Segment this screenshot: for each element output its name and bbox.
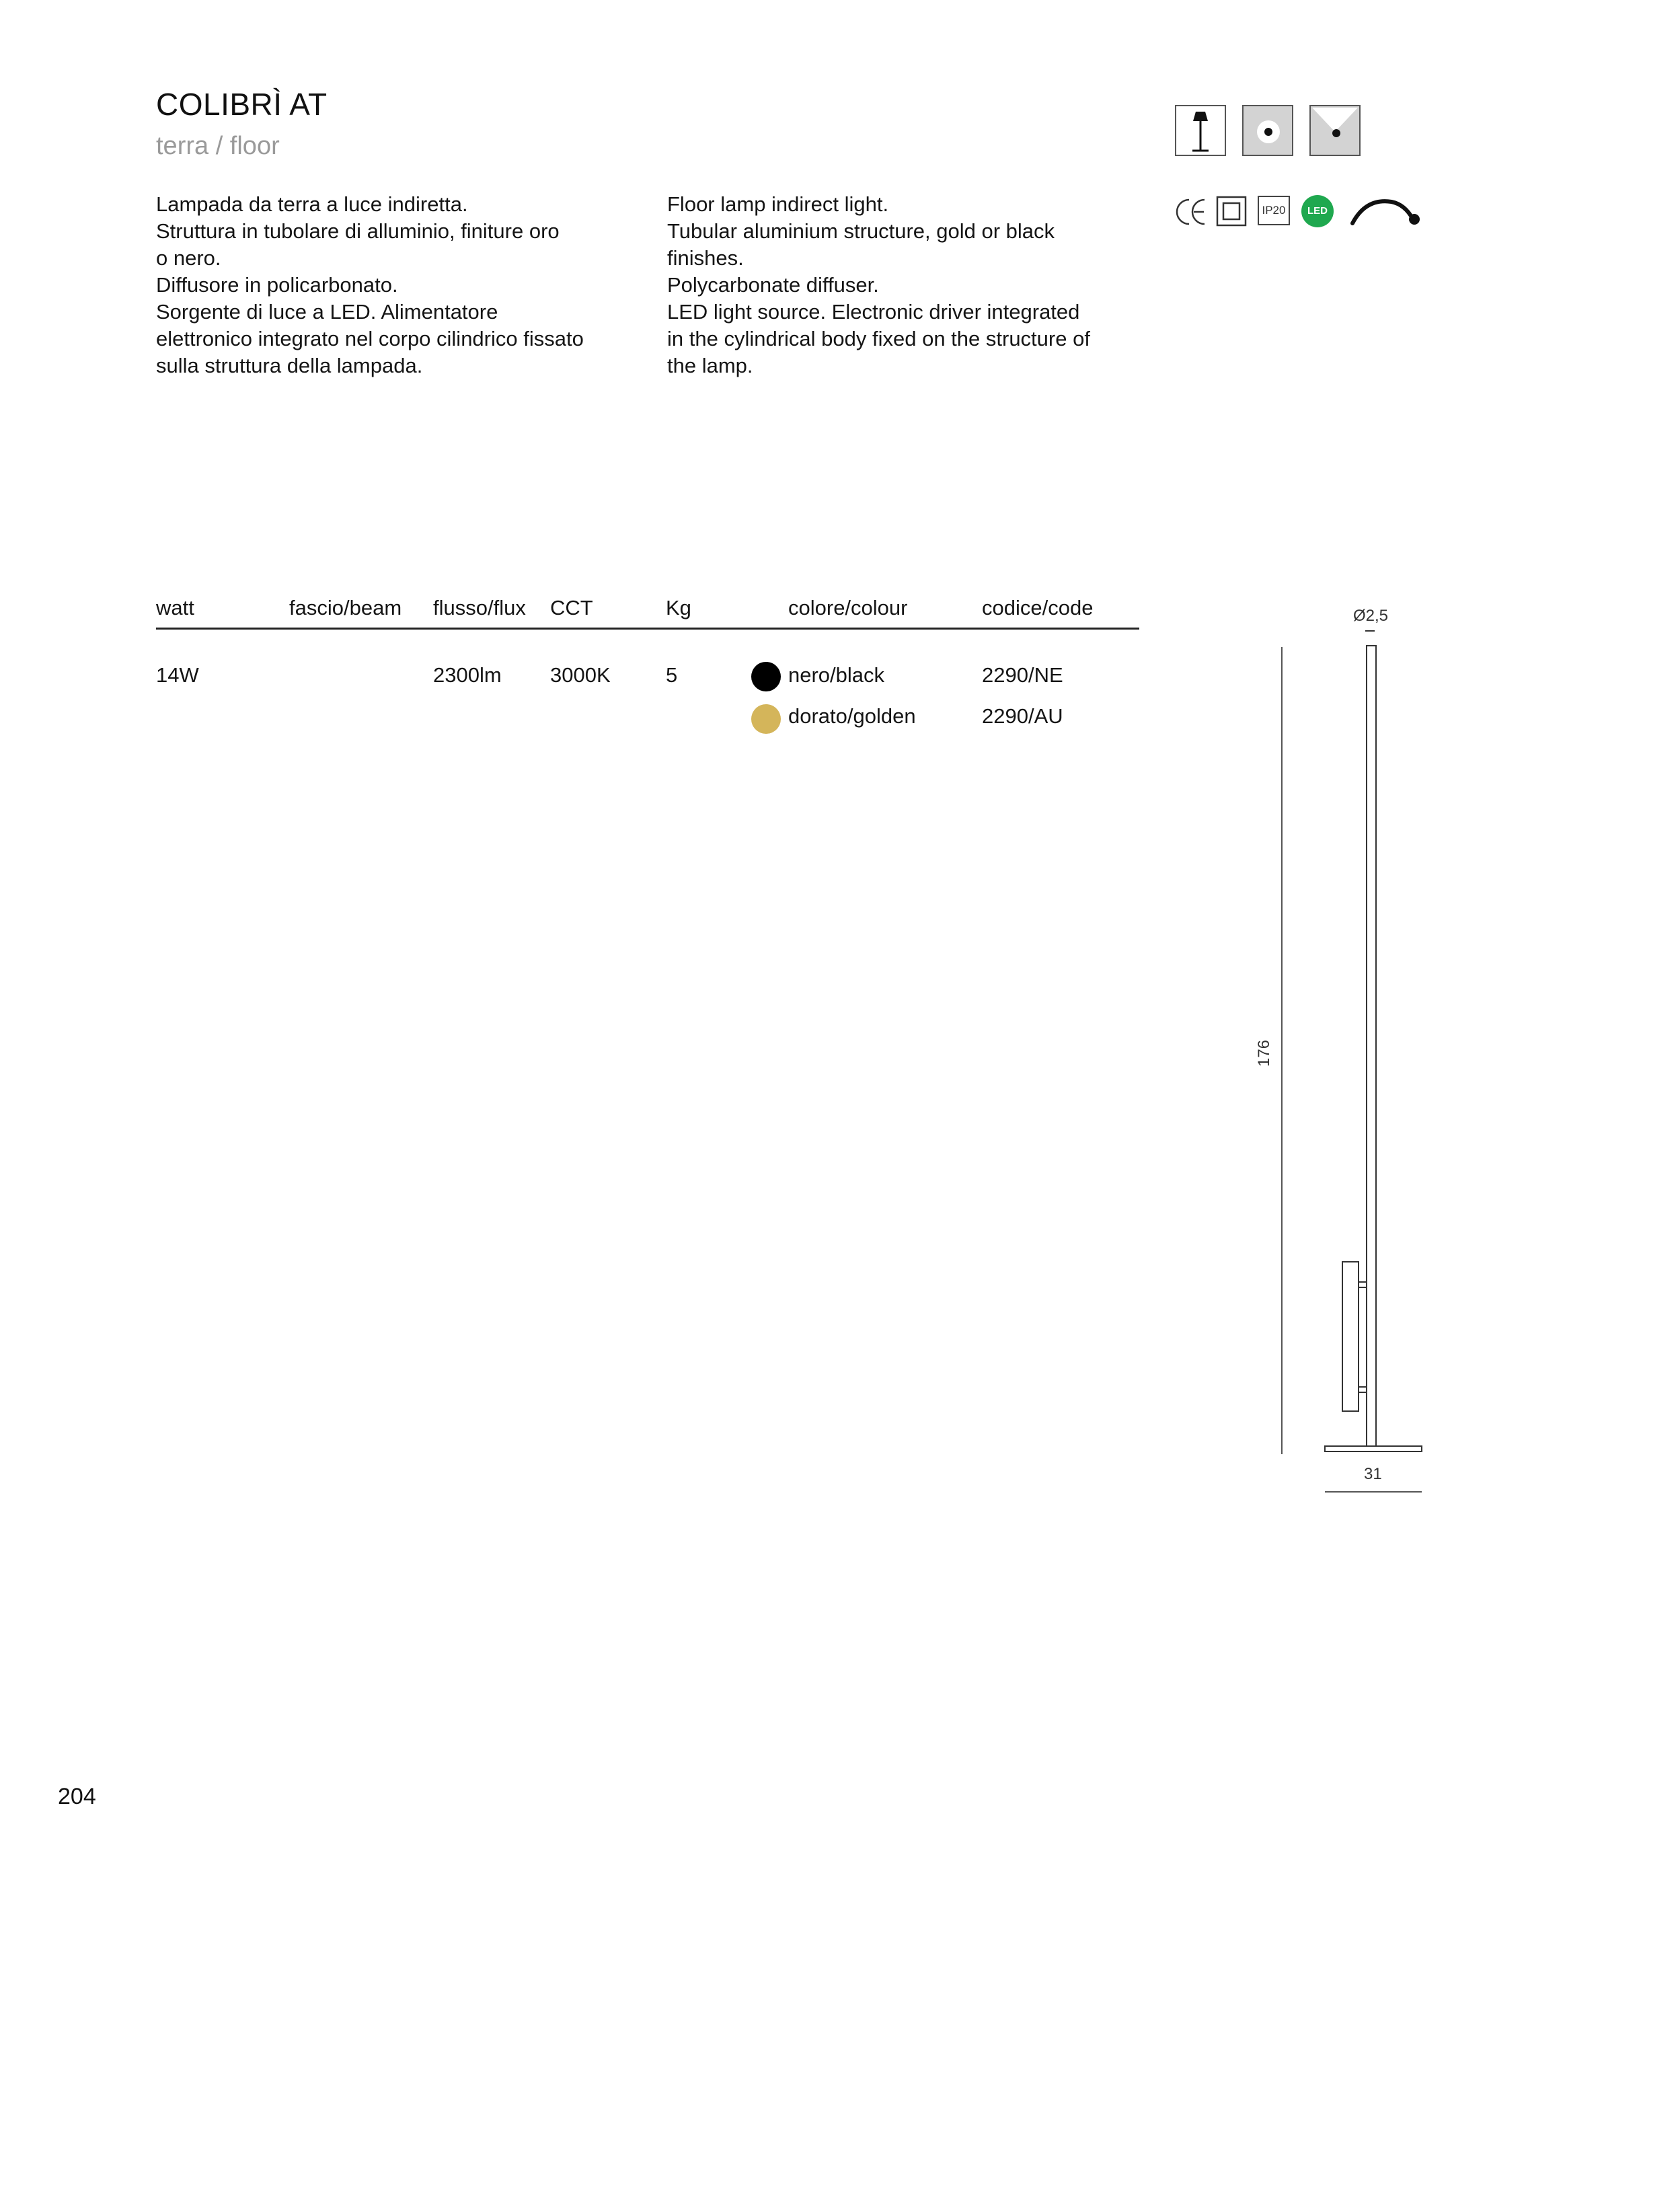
colour-swatch-golden — [751, 704, 781, 734]
colour-swatch-black — [751, 662, 781, 691]
ceiling-spot-icon — [1242, 105, 1293, 156]
description-line: LED light source. Electronic driver integrated — [667, 300, 1080, 324]
cell-cct: 3000K — [550, 663, 611, 687]
description-line: Struttura in tubolare di alluminio, finiture oro — [156, 219, 560, 243]
cell-flux: 2300lm — [433, 663, 502, 687]
ce-mark-icon — [1174, 195, 1207, 232]
description-line: finishes. — [667, 246, 744, 270]
header-beam: fascio/beam — [289, 596, 402, 619]
cell-code: 2290/AU — [982, 704, 1063, 728]
cell-watt: 14W — [156, 663, 199, 687]
description-line: Sorgente di luce a LED. Alimentatore — [156, 300, 498, 324]
class-ii-icon — [1216, 196, 1247, 230]
table-header-rule — [156, 628, 1139, 630]
product-category: terra / floor — [156, 132, 280, 160]
description-line: sulla struttura della lampada. — [156, 354, 423, 377]
base-width-label: 31 — [1364, 1465, 1382, 1483]
description-line: Polycarbonate diffuser. — [667, 273, 879, 297]
header-code: codice/code — [982, 596, 1094, 619]
cell-colour: dorato/golden — [788, 704, 916, 728]
description-line: Lampada da terra a luce indiretta. — [156, 192, 468, 216]
description-line: Floor lamp indirect light. — [667, 192, 889, 216]
description-line: elettronico integrato nel corpo cilindrico fissato — [156, 327, 584, 350]
header-cct: CCT — [550, 596, 593, 619]
product-title: COLIBRÌ AT — [156, 87, 328, 122]
header-colour: colore/colour — [788, 596, 908, 619]
cell-code: 2290/NE — [982, 663, 1063, 687]
description-line: Tubular aluminium structure, gold or black — [667, 219, 1055, 243]
height-label: 176 — [1255, 1039, 1274, 1067]
description-line: the lamp. — [667, 354, 753, 377]
description-english — [667, 191, 1151, 379]
cell-kg: 5 — [666, 663, 678, 687]
ip-rating-icon: IP20 — [1258, 196, 1290, 225]
description-line: Diffusore in policarbonato. — [156, 273, 398, 297]
description-line: in the cylindrical body fixed on the structure of — [667, 327, 1090, 350]
diameter-label: Ø2,5 — [1353, 607, 1389, 625]
dimmable-arc-icon — [1348, 191, 1422, 235]
wall-spot-icon — [1309, 105, 1361, 156]
header-kg: Kg — [666, 596, 691, 619]
header-flux: flusso/flux — [433, 596, 526, 619]
description-italian — [156, 191, 640, 379]
cell-colour: nero/black — [788, 663, 885, 687]
page-number: 204 — [58, 1784, 96, 1809]
header-watt: watt — [156, 596, 194, 619]
description-line: o nero. — [156, 246, 221, 270]
floor-lamp-icon — [1175, 105, 1226, 156]
led-badge-icon: LED — [1301, 195, 1334, 227]
